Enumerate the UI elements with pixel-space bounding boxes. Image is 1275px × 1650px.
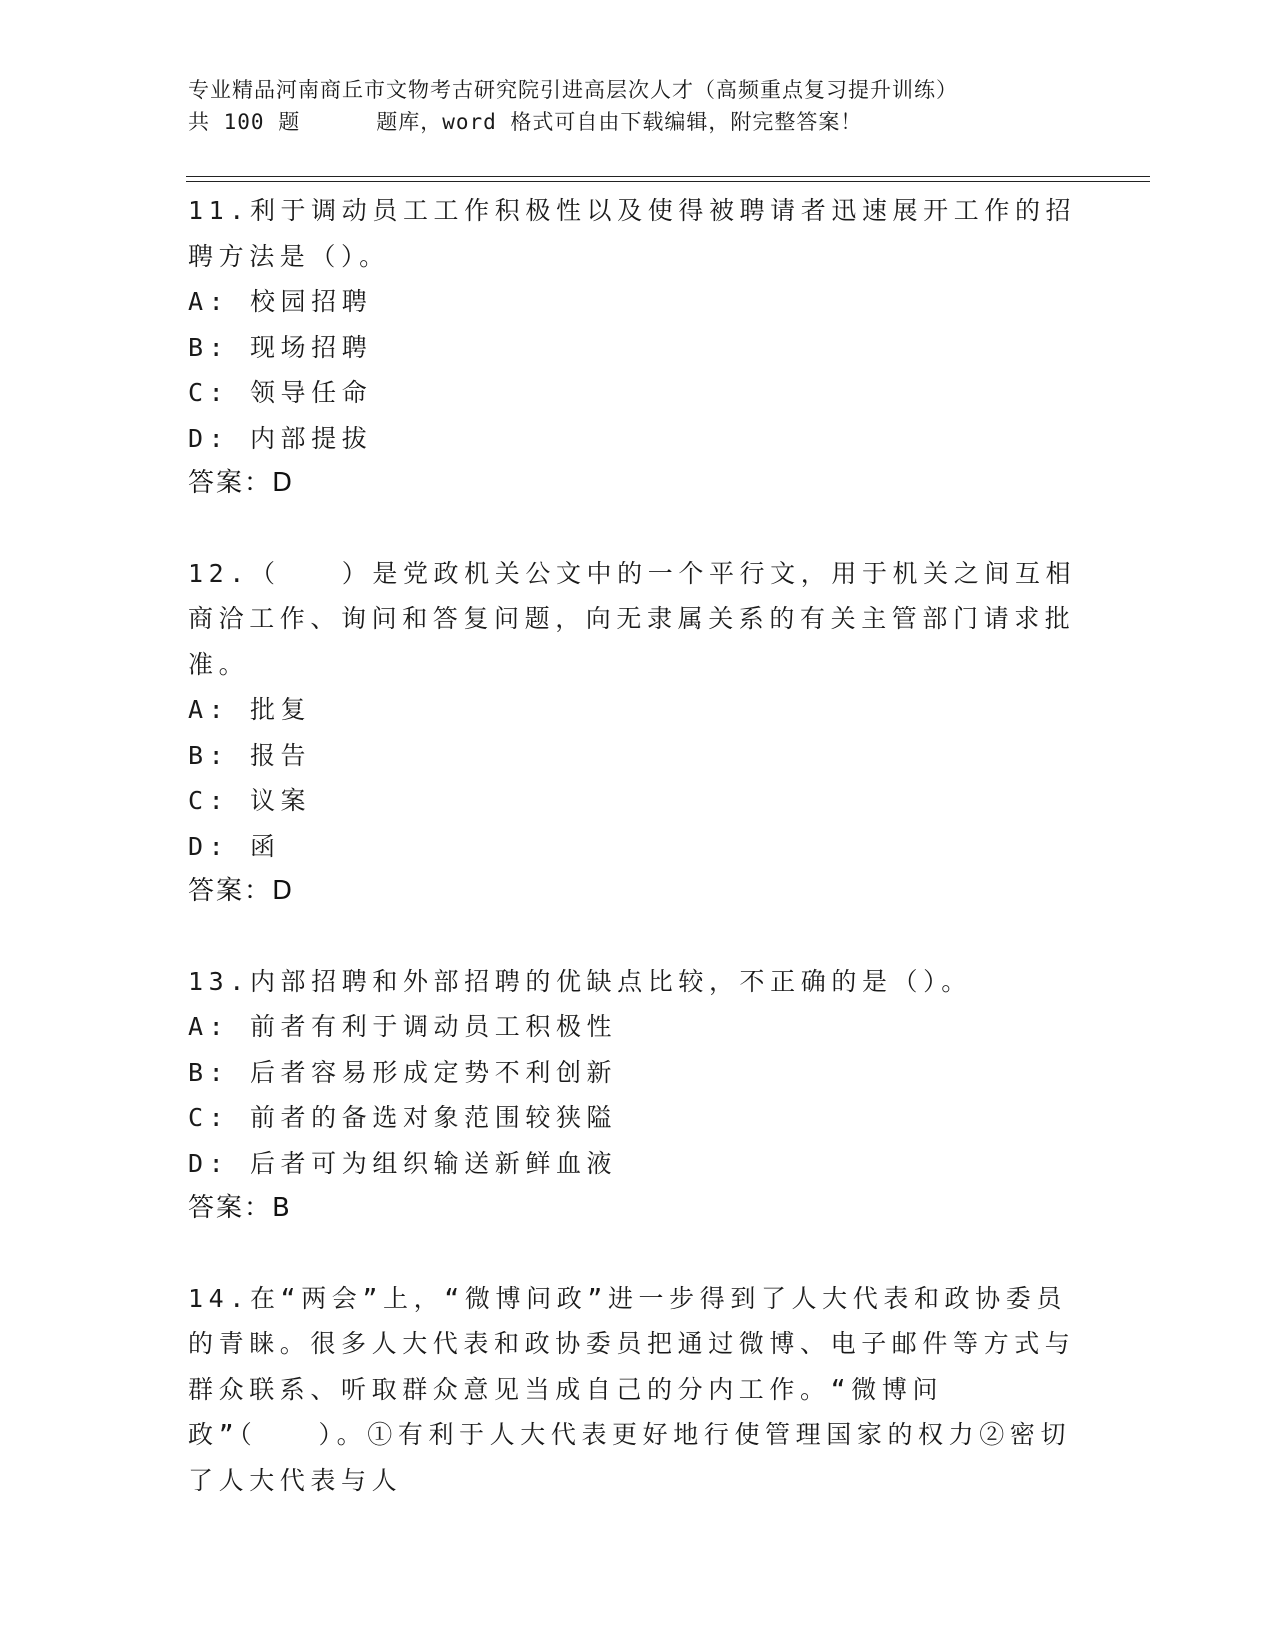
question-count: 共 100 题 xyxy=(188,110,301,134)
answer-line: 答案：D xyxy=(188,468,295,498)
option-d: D: 后者可为组织输送新鲜血液 xyxy=(188,1148,618,1178)
question-13 xyxy=(188,959,1088,1232)
document-header xyxy=(188,74,1148,138)
question-stem: 14.在“两会”上，“微博问政”进一步得到了人大代表和政协委员的青睐。很多人大代表和政协委员把通过微博、电子邮件等方式与群众联系、听取群众意见当成自己的分内工作。“微博问政”（ ）。①有利于人大代表更好地行使管理国家的权力②密切了人大代表与人 xyxy=(188,1283,1076,1495)
option-c: C: 领导任命 xyxy=(188,378,373,407)
option-d: D: 函 xyxy=(188,831,281,861)
header-title: 专业精品河南商丘市文物考古研究院引进高层次人才（高频重点复习提升训练） xyxy=(188,78,958,102)
option-b: B: 现场招聘 xyxy=(188,332,373,362)
question-stem: 12.（ ）是党政机关公文中的一个平行文，用于机关之间互相商洽工作、询问和答复问题，向无隶属关系的有关主管部门请求批准。 xyxy=(188,558,1077,679)
option-c: C: 议案 xyxy=(188,786,312,815)
option-d: D: 内部提拔 xyxy=(188,423,373,453)
option-a: A: 批复 xyxy=(188,695,312,724)
answer-line: 答案：B xyxy=(188,1193,292,1223)
question-stem: 11.利于调动员工工作积极性以及使得被聘请者迅速展开工作的招聘方法是（）。 xyxy=(188,196,1077,271)
option-b: B: 后者容易形成定势不利创新 xyxy=(188,1057,618,1087)
question-14 xyxy=(188,1276,1088,1504)
header-subtitle xyxy=(188,106,1148,138)
option-a: A: 前者有利于调动员工积极性 xyxy=(188,1012,618,1041)
header-divider-bottom xyxy=(186,181,1150,182)
option-a: A: 校园招聘 xyxy=(188,287,373,316)
question-12 xyxy=(188,551,1088,915)
header-divider-top xyxy=(186,176,1150,177)
option-b: B: 报告 xyxy=(188,740,312,770)
header-note: 题库，word 格式可自由下载编辑，附完整答案！ xyxy=(376,110,863,134)
answer-line: 答案：D xyxy=(188,876,295,906)
questions-list xyxy=(188,188,1088,1503)
question-stem: 13.内部招聘和外部招聘的优缺点比较，不正确的是（）。 xyxy=(188,966,972,996)
option-c: C: 前者的备选对象范围较狭隘 xyxy=(188,1103,618,1132)
question-11 xyxy=(188,188,1088,507)
